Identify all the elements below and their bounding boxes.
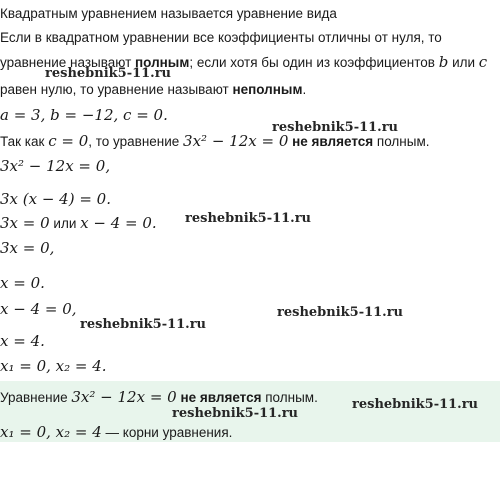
answer-line-2: x₁ = 0, x₂ = 4 — корни уравнения. — [0, 423, 233, 441]
equation: 3x² − 12x = 0 — [183, 132, 289, 150]
since-line: Так как c = 0, то уравнение 3x² − 12x = 0 не является полным. — [0, 132, 430, 150]
intro-line-1: Квадратным уравнением называется уравнение вида — [0, 6, 337, 21]
step-5: x = 0. — [0, 274, 45, 292]
step-2: 3x (x − 4) = 0. — [0, 190, 111, 208]
intro-line-4: равен нулю, то уравнение называют неполным. — [0, 82, 307, 97]
step-1: 3x² − 12x = 0, — [0, 157, 111, 175]
step-7: x = 4. — [0, 332, 45, 350]
watermark: reshebnik5-11.ru — [352, 397, 479, 412]
step-4: 3x = 0, — [0, 239, 55, 257]
step-6: x − 4 = 0, — [0, 300, 77, 318]
watermark: reshebnik5-11.ru — [172, 406, 299, 421]
step-3: 3x = 0 или x − 4 = 0. — [0, 214, 157, 232]
var-c: c — [478, 53, 488, 71]
term-incomplete: неполным — [232, 82, 303, 97]
watermark: reshebnik5-11.ru — [185, 211, 312, 226]
watermark: reshebnik5-11.ru — [45, 66, 172, 81]
var-b: b — [438, 53, 449, 71]
term-full: полным — [135, 55, 190, 70]
step-8: x₁ = 0, x₂ = 4. — [0, 357, 107, 375]
watermark: reshebnik5-11.ru — [80, 317, 207, 332]
intro-line-3: уравнение называют полным; если хотя бы один из коэффициентов b или c — [0, 53, 488, 71]
watermark: reshebnik5-11.ru — [272, 120, 399, 135]
answer-line-1: Уравнение 3x² − 12x = 0 не является полным. — [0, 388, 318, 406]
coefficients: a = 3, b = −12, c = 0. — [0, 106, 168, 124]
watermark: reshebnik5-11.ru — [277, 305, 404, 320]
intro-line-2: Если в квадратном уравнении все коэффициенты отличны от нуля, то — [0, 30, 442, 45]
